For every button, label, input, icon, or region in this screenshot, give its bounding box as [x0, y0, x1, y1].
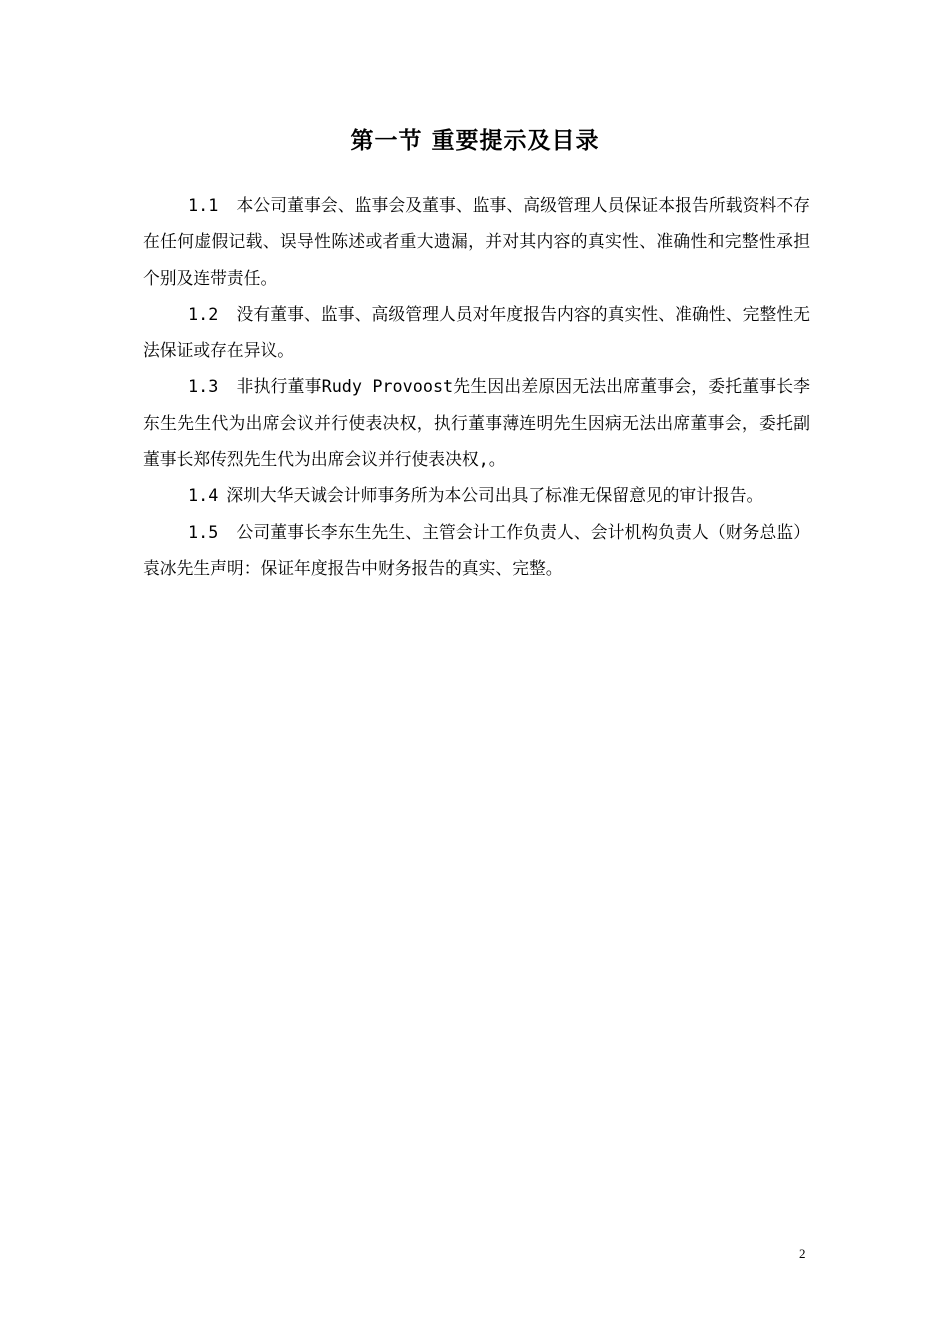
- paragraph-1-4: [143, 477, 810, 513]
- paragraph-1-1: [143, 187, 810, 296]
- paragraph-number: 1.5: [188, 521, 219, 542]
- section-title: 第一节 重要提示及目录: [350, 128, 600, 154]
- paragraph-number: 1.1: [188, 195, 219, 215]
- paragraph-number: 1.3: [188, 376, 219, 397]
- paragraph-text: 深圳大华天诚会计师事务所为本公司出具了标准无保留意见的审计报告。: [226, 485, 764, 506]
- paragraph-text: 非执行董事Rudy Provoost先生因出差原因无法出席董事会，委托董事长李东生先生代为出席会议并行使表决权，执行董事薄连明先生因病无法出席董事会，委托副董事长郑传烈先生代为出席会议并行使表决权,。: [143, 376, 810, 470]
- paragraph-1-3: [143, 368, 810, 477]
- paragraph-number: 1.2: [188, 303, 219, 324]
- important-notes-body: [143, 187, 810, 586]
- paragraph-1-5: [143, 514, 810, 587]
- paragraph-number: 1.4: [188, 485, 219, 506]
- page-number: 2: [799, 1246, 806, 1261]
- paragraph-text: 公司董事长李东生先生、主管会计工作负责人、会计机构负责人（财务总监）袁冰先生声明：保证年度报告中财务报告的真实、完整。: [143, 521, 810, 578]
- paragraph-text: 没有董事、监事、高级管理人员对年度报告内容的真实性、准确性、完整性无法保证或存在异议。: [143, 303, 810, 361]
- paragraph-text: 本公司董事会、监事会及董事、监事、高级管理人员保证本报告所载资料不存在任何虚假记载、误导性陈述或者重大遗漏，并对其内容的真实性、准确性和完整性承担个别及连带责任。: [143, 195, 810, 288]
- paragraph-1-2: [143, 296, 810, 369]
